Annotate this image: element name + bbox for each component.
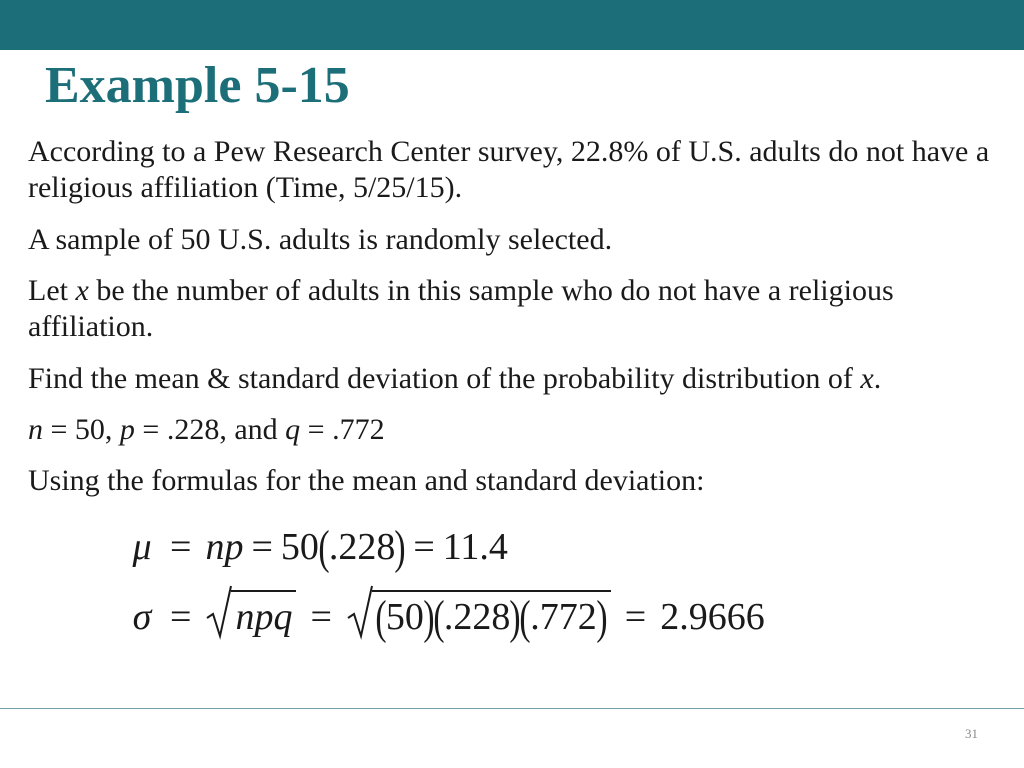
- mean-formula: [128, 520, 508, 575]
- sqrt-npq: [205, 590, 296, 640]
- paragraph-sample: A sample of 50 U.S. adults is randomly selected.: [28, 223, 613, 256]
- equals-sign: =: [413, 526, 435, 568]
- text-segment: be the number of adults in this sample who do not have a religious affiliation.: [28, 274, 894, 343]
- variable-p: p: [119, 413, 135, 446]
- radical-icon: [205, 584, 233, 640]
- close-paren: ): [509, 591, 521, 644]
- sd-expression: npq: [231, 590, 296, 640]
- equals-sign: =: [170, 526, 192, 568]
- sd-n-value: 50: [385, 596, 424, 638]
- sd-formula: [128, 590, 765, 644]
- sd-result: 2.9666: [660, 596, 765, 638]
- variable-x: x: [860, 362, 874, 395]
- paragraph-parameters: [28, 412, 1003, 448]
- text-segment: = .228, and: [134, 413, 286, 446]
- mean-result: 11.4: [442, 526, 508, 568]
- sd-p-value: .228: [443, 596, 511, 638]
- sqrt-values: [346, 590, 611, 644]
- equals-sign: =: [251, 526, 273, 568]
- mean-p-value: .228: [328, 526, 396, 568]
- equals-sign: =: [624, 596, 647, 638]
- paragraph-formulas-intro: Using the formulas for the mean and standard deviation:: [28, 464, 705, 497]
- radical-icon: [346, 584, 374, 640]
- mean-expression: np: [205, 526, 244, 568]
- sd-q-value: .772: [530, 596, 597, 638]
- header-bar: [0, 0, 1024, 50]
- open-paren: (: [519, 591, 531, 644]
- footer-divider: [0, 708, 1024, 709]
- close-paren: ): [596, 591, 608, 644]
- slide-title: Example 5-15: [45, 57, 350, 114]
- equals-sign: =: [310, 596, 332, 638]
- text-segment: .: [873, 362, 882, 395]
- paragraph-define-x: [28, 273, 1003, 345]
- variable-x: x: [75, 274, 89, 307]
- sigma-symbol: σ: [132, 596, 152, 638]
- mu-symbol: μ: [132, 526, 152, 568]
- sd-values: [372, 590, 611, 644]
- equals-sign: =: [170, 596, 192, 638]
- paragraph-survey: According to a Pew Research Center survey, 22.8% of U.S. adults do not have a religious affiliation (Time, 5/25/15).: [28, 135, 990, 204]
- open-paren: (: [318, 521, 330, 574]
- open-paren: (: [375, 591, 387, 644]
- text-segment: Find the mean & standard deviation of the probability distribution of: [28, 362, 861, 395]
- variable-n: n: [28, 413, 43, 446]
- text-segment: = 50,: [43, 413, 120, 446]
- open-paren: (: [433, 591, 445, 644]
- text-segment: = .772: [300, 413, 385, 446]
- close-paren: ): [394, 521, 406, 574]
- text-segment: Let: [28, 274, 76, 307]
- close-paren: ): [423, 591, 435, 644]
- page-number: 31: [965, 726, 978, 741]
- paragraph-task: [28, 361, 1003, 397]
- mean-n-value: 50: [280, 526, 319, 568]
- variable-q: q: [285, 413, 301, 446]
